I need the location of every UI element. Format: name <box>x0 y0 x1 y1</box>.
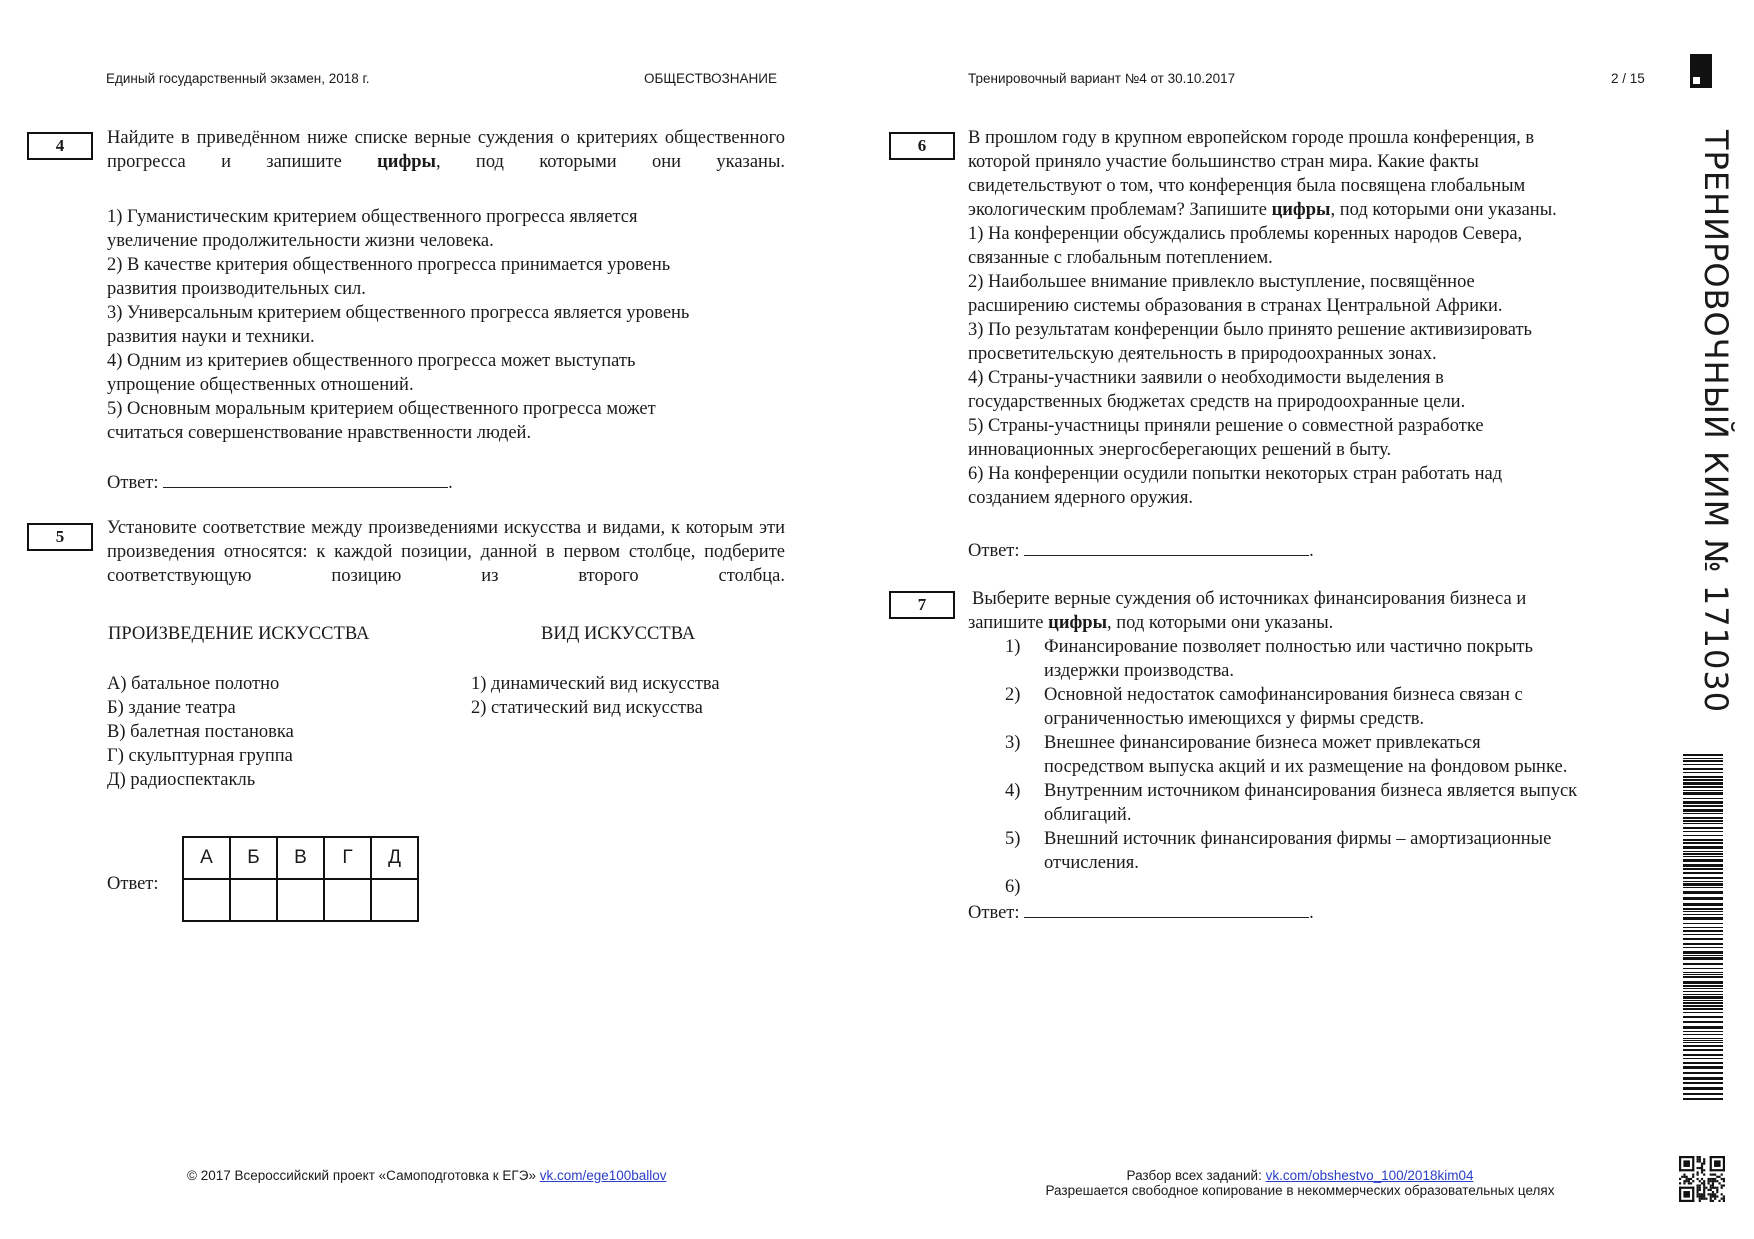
footer-copyright: © 2017 Всероссийский проект «Самоподготовка к ЕГЭ» vk.com/ege100ballov <box>187 1168 667 1183</box>
answer-table-header: Б <box>230 837 277 879</box>
list-item: 6) На конференции осудили попытки некоторых стран работать над <box>968 464 1503 484</box>
list-item: 5) Основным моральным критерием общественного прогресса может <box>107 399 656 419</box>
question-5-answer-table <box>182 836 419 922</box>
question-7-number-box: 7 <box>889 591 955 619</box>
footer-copyright-link[interactable]: vk.com/ege100ballov <box>539 1168 667 1183</box>
footer-review: Разбор всех заданий: vk.com/obshestvo_100/2018kim04 Разрешается свободное копирование в некоммерческих образовательных целях <box>1000 1168 1600 1198</box>
list-item: А) батальное полотно <box>107 674 280 694</box>
list-item: 1) Гуманистическим критерием общественного прогресса является <box>107 207 638 227</box>
vertical-kim-title: ТРЕНИРОВОЧНЫЙ КИМ № 171030 <box>1697 130 1735 714</box>
footer-permission: Разрешается свободное копирование в некоммерческих образовательных целях <box>1045 1183 1555 1198</box>
header-exam: Единый государственный экзамен, 2018 г. <box>106 71 370 86</box>
list-item: 2) статический вид искусства <box>471 698 703 718</box>
list-item: 2) В качестве критерия общественного прогресса принимается уровень <box>107 255 671 275</box>
question-5-answer-label: Ответ: <box>107 874 159 894</box>
question-5-col2-header: ВИД ИСКУССТВА <box>541 624 696 644</box>
list-item: 2) Наибольшее внимание привлекло выступление, посвящённое <box>968 272 1475 292</box>
answer-cell[interactable] <box>183 879 230 921</box>
question-7-answer: Ответ: . <box>968 899 1314 925</box>
list-item: упрощение общественных отношений. <box>107 375 414 395</box>
footer-review-link[interactable]: vk.com/obshestvo_100/2018kim04 <box>1265 1168 1474 1183</box>
question-4-number-box: 4 <box>27 132 93 160</box>
answer-line[interactable] <box>1024 899 1309 918</box>
list-item: Г) скульптурная группа <box>107 746 293 766</box>
answer-table-header: А <box>183 837 230 879</box>
barcode <box>1683 754 1723 1100</box>
answer-line[interactable] <box>163 469 448 488</box>
list-item: 1) На конференции обсуждались проблемы коренных народов Севера, <box>968 224 1523 244</box>
question-5-number-box: 5 <box>27 523 93 551</box>
qr-code <box>1679 1156 1725 1202</box>
list-item: 4) Страны-участники заявили о необходимости выделения в <box>968 368 1444 388</box>
answer-table-header: В <box>277 837 324 879</box>
question-5-col1-header: ПРОИЗВЕДЕНИЕ ИСКУССТВА <box>108 624 370 644</box>
list-item: 1) динамический вид искусства <box>471 674 720 694</box>
list-item: просветительскую деятельность в природоохранных зонах. <box>968 344 1437 364</box>
list-item: В) балетная постановка <box>107 722 294 742</box>
list-item: созданием ядерного оружия. <box>968 488 1194 508</box>
question-7-intro-line-2: запишите цифры, под которыми они указаны. <box>968 613 1334 633</box>
question-4-intro: Найдите в приведённом ниже списке верные суждения о критериях общественного прогресса и запишите цифры, под которыми они указаны. <box>107 128 785 172</box>
answer-cell[interactable] <box>230 879 277 921</box>
question-6-text: В прошлом году в крупном европейском городе прошла конференция, в которой приняло участие большинство стран мира. Какие факты свидетельствуют о том, что конференция была посвящена глобальным экологическим проблемам? Запишите цифры, под которыми они указаны. 1) На конференции обсуждались проблемы коренных народов Севера, связанные с глобальным потеплением. 2) Наибольшее внимание привлекло выступление, посвящённое расширению системы образования в странах Центральной Африки. 3) По результатам конференции было принято решение активизировать просветительскую деятельность в природоохранных зонах. 4) Страны-участники заявили о необходимости выделения в государственных бюджетах средств на природоохранные цели. 5) Страны-участницы приняли решение о совместной разработке инновационных энергосберегающих решений в быту. 6) На конференции осудили попытки некоторых стран работать над созданием ядерного оружия. <box>968 128 1557 508</box>
answer-table-header: Г <box>324 837 371 879</box>
list-item: Б) здание театра <box>107 698 236 718</box>
answer-table-header: Д <box>371 837 418 879</box>
list-item: государственных бюджетах средств на природоохранные цели. <box>968 392 1466 412</box>
list-item: 3) Универсальным критерием общественного прогресса является уровень <box>107 303 690 323</box>
list-item: считаться совершенствование нравственности людей. <box>107 423 532 443</box>
list-item: 4) Одним из критериев общественного прогресса может выступать <box>107 351 636 371</box>
list-item: Д) радиоспектакль <box>107 770 256 790</box>
question-4-answer: Ответ: . <box>107 469 453 495</box>
question-5-intro: Установите соответствие между произведениями искусства и видами, к которым эти произведения относятся: к каждой позиции, данной в первом столбце, подберите соответствующую позицию из второго столбца. <box>107 518 785 586</box>
answer-line[interactable] <box>1024 537 1309 556</box>
corner-marker <box>1690 54 1712 88</box>
list-item: инновационных энергосберегающих решений в быту. <box>968 440 1392 460</box>
question-6-number-box: 6 <box>889 132 955 160</box>
answer-cell[interactable] <box>277 879 324 921</box>
header-subject: ОБЩЕСТВОЗНАНИЕ <box>644 71 777 86</box>
header-variant: Тренировочный вариант №4 от 30.10.2017 <box>968 71 1236 86</box>
question-5-col1-list <box>107 672 294 792</box>
list-item: связанные с глобальным потеплением. <box>968 248 1273 268</box>
list-item: 5) Страны-участницы приняли решение о совместной разработке <box>968 416 1484 436</box>
answer-cell[interactable] <box>324 879 371 921</box>
question-5-col2-list <box>471 672 720 720</box>
list-item: увеличение продолжительности жизни человека. <box>107 231 494 251</box>
header-page-number: 2 / 15 <box>1611 71 1645 86</box>
list-item: расширению системы образования в странах Центральной Африки. <box>968 296 1503 316</box>
list-item: развития производительных сил. <box>107 279 366 299</box>
list-item: развития науки и техники. <box>107 327 315 347</box>
question-7-intro-line-1: Выберите верные суждения об источниках финансирования бизнеса и <box>972 589 1527 609</box>
question-4-options <box>107 205 689 445</box>
answer-cell[interactable] <box>371 879 418 921</box>
question-6-answer: Ответ: . <box>968 537 1314 563</box>
list-item: 3) По результатам конференции было принято решение активизировать <box>968 320 1532 340</box>
